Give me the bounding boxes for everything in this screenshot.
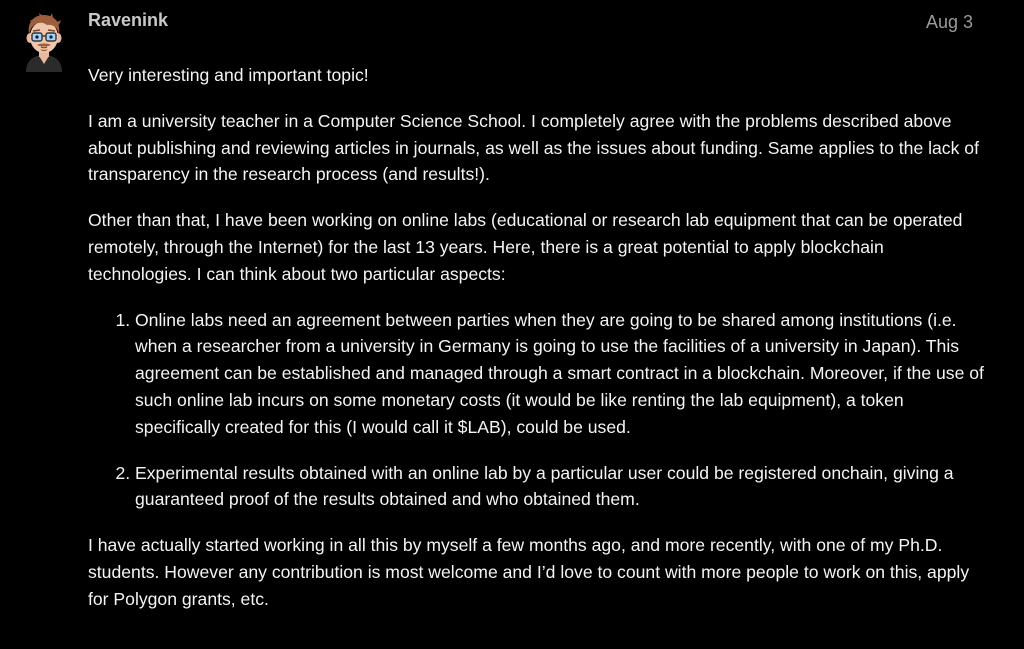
post-username[interactable]: Ravenink: [88, 10, 169, 30]
post-body: [88, 62, 988, 632]
post-date[interactable]: Aug 3: [925, 12, 973, 32]
user-avatar-icon[interactable]: [20, 12, 68, 72]
post-paragraph: Other than that, I have been working on online labs (educational or research lab equipment that can be operated remotely, through the Internet) for the last 13 years. Here, there is a great potential to apply blockchain technologies. I can think about two particular aspects:: [88, 210, 963, 284]
post-paragraph: I am a university teacher in a Computer Science School. I completely agree with the problems described above about publishing and reviewing articles in journals, as well as the issues about funding. Same applies to the lack of transparency in the research process (and results!).: [88, 110, 979, 185]
list-item: 1. Online labs need an agreement between parties when they are going to be shared among institutions (i.e. when a researcher from a university in Germany is going to use the facilities of a university in Japan). This agreement can be established and managed through a smart contract in a blockchain. Moreover, if the use of such online lab incurs on some monetary costs (it would be like renting the lab equipment), a token specifically created for this (I would call it $LAB), could be used.: [135, 307, 988, 441]
post-paragraph: Very interesting and important topic!: [88, 65, 369, 85]
post-paragraph: I have actually started working in all this by myself a few months ago, and more recently, with one of my Ph.D. students. However any contribution is most welcome and I’d love to count with more people to work on this, apply for Polygon grants, etc.: [88, 535, 970, 609]
list-item: 2. Experimental results obtained with an online lab by a particular user could be registered onchain, giving a guaranteed proof of the results obtained and who obtained them.: [135, 460, 988, 514]
numbered-list: [88, 307, 988, 514]
